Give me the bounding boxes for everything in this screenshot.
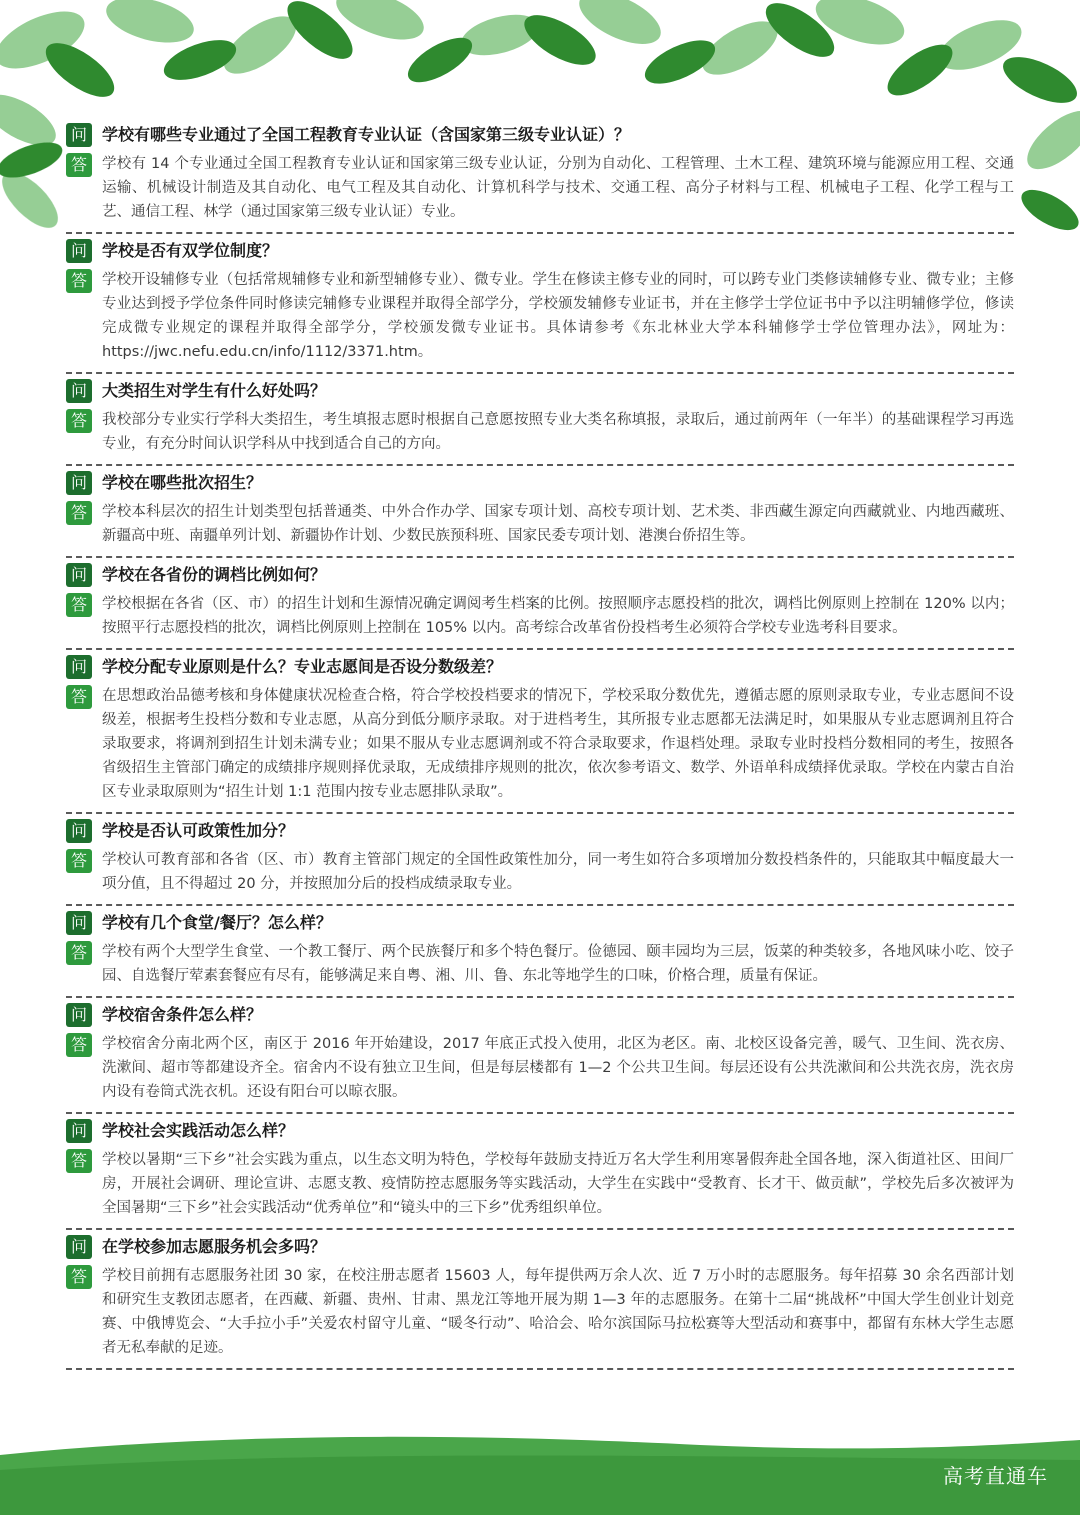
answer-badge: 答 [66,849,92,873]
answer-badge: 答 [66,685,92,709]
question-badge: 问 [66,471,92,495]
answer-badge: 答 [66,941,92,965]
question-row [66,562,1014,588]
question-row [66,238,1014,264]
question-row [66,378,1014,404]
answer-row [66,1032,1014,1104]
question-text: 学校在各省份的调档比例如何？ [102,565,327,584]
question-text: 学校有几个食堂/餐厅？怎么样？ [102,913,332,932]
brand-watermark: 高考直通车 [943,1464,1048,1488]
answer-text: 学校认可教育部和各省（区、市）教育主管部门规定的全国性政策性加分，同一考生如符合多项增加分数投档条件的，只能取其中幅度最大一项分值，且不得超过 20 分，并按照加分后的投档成绩录取专业。 [102,852,1014,892]
answer-badge: 答 [66,409,92,433]
answer-text: 学校目前拥有志愿服务社团 30 家，在校注册志愿者 15603 人，每年提供两万余人次、近 7 万小时的志愿服务。每年招募 30 余名西部计划和研究生支教团志愿者，在西藏、新疆、贵州、甘肃、黑龙江等地开展为期 1—3 年的志愿服务。在第十二届“挑战杯”中国大学生创业计划竞赛、中俄博览会、“大手拉小手”关爱农村留守儿童、“暖冬行动”、哈洽会、哈尔滨国际马拉松赛等大型活动和赛事中，都留有东林大学生志愿者无私奉献的足迹。 [102,1268,1014,1356]
question-row [66,910,1014,936]
question-text: 学校是否有双学位制度？ [102,241,279,260]
faq-item [66,814,1014,906]
answer-text: 学校宿舍分南北两个区，南区于 2016 年开始建设，2017 年底正式投入使用，北区为老区。南、北校区设备完善，暖气、卫生间、洗衣房、洗漱间、超市等都建设齐全。宿舍内不设有独立卫生间，但是每层楼都有 1—2 个公共卫生间。每层还设有公共洗漱间和公共洗衣房，洗衣房内设有卷筒式洗衣机。还设有阳台可以晾衣服。 [102,1036,1014,1100]
answer-row [66,500,1014,548]
faq-list [66,118,1014,1370]
answer-text: 学校本科层次的招生计划类型包括普通类、中外合作办学、国家专项计划、高校专项计划、艺术类、非西藏生源定向西藏就业、内地西藏班、新疆高中班、南疆单列计划、新疆协作计划、少数民族预科班、国家民委专项计划、港澳台侨招生等。 [102,504,1014,544]
question-badge: 问 [66,655,92,679]
faq-item [66,998,1014,1114]
faq-item [66,1114,1014,1230]
answer-text: 我校部分专业实行学科大类招生，考生填报志愿时根据自己意愿按照专业大类名称填报，录取后，通过前两年（一年半）的基础课程学习再选专业，有充分时间认识学科从中找到适合自己的方向。 [102,412,1014,452]
faq-item [66,558,1014,650]
faq-item [66,466,1014,558]
question-row [66,1118,1014,1144]
answer-badge: 答 [66,153,92,177]
faq-item [66,1230,1014,1370]
answer-text: 学校根据在各省（区、市）的招生计划和生源情况确定调阅考生档案的比例。按照顺序志愿投档的批次，调档比例原则上控制在 120% 以内；按照平行志愿投档的批次，调档比例原则上控制在 105% 以内。高考综合改革省份投档考生必须符合学校专业选考科目要求。 [102,596,1014,636]
answer-text: 学校有 14 个专业通过全国工程教育专业认证和国家第三级专业认证，分别为自动化、工程管理、土木工程、建筑环境与能源应用工程、交通运输、机械设计制造及其自动化、电气工程及其自动化、计算机科学与技术、交通工程、高分子材料与工程、机械电子工程、化学工程与工艺、通信工程、林学（通过国家第三级专业认证）专业。 [102,156,1014,220]
question-text: 学校社会实践活动怎么样？ [102,1121,295,1140]
question-text: 在学校参加志愿服务机会多吗？ [102,1237,327,1256]
answer-row [66,940,1014,988]
faq-item [66,374,1014,466]
answer-badge: 答 [66,501,92,525]
question-badge: 问 [66,123,92,147]
answer-row [66,152,1014,224]
footer-wave [0,1425,1080,1515]
question-text: 学校有哪些专业通过了全国工程教育专业认证（含国家第三级专业认证）？ [102,125,631,144]
question-row [66,470,1014,496]
question-row [66,122,1014,148]
answer-row [66,408,1014,456]
faq-item [66,906,1014,998]
question-row [66,654,1014,680]
answer-badge: 答 [66,269,92,293]
faq-item [66,650,1014,814]
answer-badge: 答 [66,1033,92,1057]
answer-row [66,1148,1014,1220]
question-badge: 问 [66,239,92,263]
question-row [66,818,1014,844]
question-row [66,1234,1014,1260]
question-badge: 问 [66,911,92,935]
answer-badge: 答 [66,1149,92,1173]
answer-row [66,268,1014,364]
question-text: 学校是否认可政策性加分？ [102,821,295,840]
question-text: 学校在哪些批次招生？ [102,473,263,492]
answer-row [66,592,1014,640]
question-badge: 问 [66,1119,92,1143]
question-badge: 问 [66,819,92,843]
question-badge: 问 [66,379,92,403]
answer-badge: 答 [66,1265,92,1289]
answer-row [66,1264,1014,1360]
answer-text: 学校开设辅修专业（包括常规辅修专业和新型辅修专业）、微专业。学生在修读主修专业的同时，可以跨专业门类修读辅修专业、微专业；主修专业达到授予学位条件同时修读完辅修专业课程并取得全部学分，学校颁发辅修专业证书，并在主修学士学位证书中予以注明辅修学位，修读完成微专业规定的课程并取得全部学分，学校颁发微专业证书。具体请参考《东北林业大学本科辅修学士学位管理办法》，网址为：https://jwc.nefu.edu.cn/info/1112/3371.htm。 [102,272,1014,360]
question-row [66,1002,1014,1028]
answer-badge: 答 [66,593,92,617]
question-badge: 问 [66,1235,92,1259]
faq-item [66,234,1014,374]
question-badge: 问 [66,563,92,587]
question-badge: 问 [66,1003,92,1027]
answer-row [66,848,1014,896]
answer-text: 学校有两个大型学生食堂、一个教工餐厅、两个民族餐厅和多个特色餐厅。俭德园、颐丰园均为三层，饭菜的种类较多，各地风味小吃、饺子园、自选餐厅荤素套餐应有尽有，能够满足来自粤、湘、川、鲁、东北等地学生的口味，价格合理，质量有保证。 [102,944,1014,984]
faq-item [66,118,1014,234]
question-text: 学校宿舍条件怎么样？ [102,1005,263,1024]
answer-text: 学校以暑期“三下乡”社会实践为重点，以生态文明为特色，学校每年鼓励支持近万名大学生利用寒暑假奔赴全国各地，深入街道社区、田间厂房，开展社会调研、理论宣讲、志愿支教、疫情防控志愿服务等实践活动，大学生在实践中“受教育、长才干、做贡献”，学校先后多次被评为全国暑期“三下乡”社会实践活动“优秀单位”和“镜头中的三下乡”优秀组织单位。 [102,1152,1014,1216]
question-text: 学校分配专业原则是什么？专业志愿间是否设分数级差？ [102,657,503,676]
answer-text: 在思想政治品德考核和身体健康状况检查合格，符合学校投档要求的情况下，学校采取分数优先，遵循志愿的原则录取专业，专业志愿间不设级差，根据考生投档分数和专业志愿，从高分到低分顺序录取。对于进档考生，其所报专业志愿都无法满足时，如果服从专业志愿调剂且符合录取要求，将调剂到招生计划未满专业；如果不服从专业志愿调剂或不符合录取要求，作退档处理。录取专业时投档分数相同的考生，按照各省级招生主管部门确定的成绩排序规则择优录取，无成绩排序规则的批次，依次参考语文、数学、外语单科成绩择优录取。学校在内蒙古自治区专业录取原则为“招生计划 1:1 范围内按专业志愿排队录取”。 [102,688,1014,800]
answer-row [66,684,1014,804]
question-text: 大类招生对学生有什么好处吗？ [102,381,327,400]
